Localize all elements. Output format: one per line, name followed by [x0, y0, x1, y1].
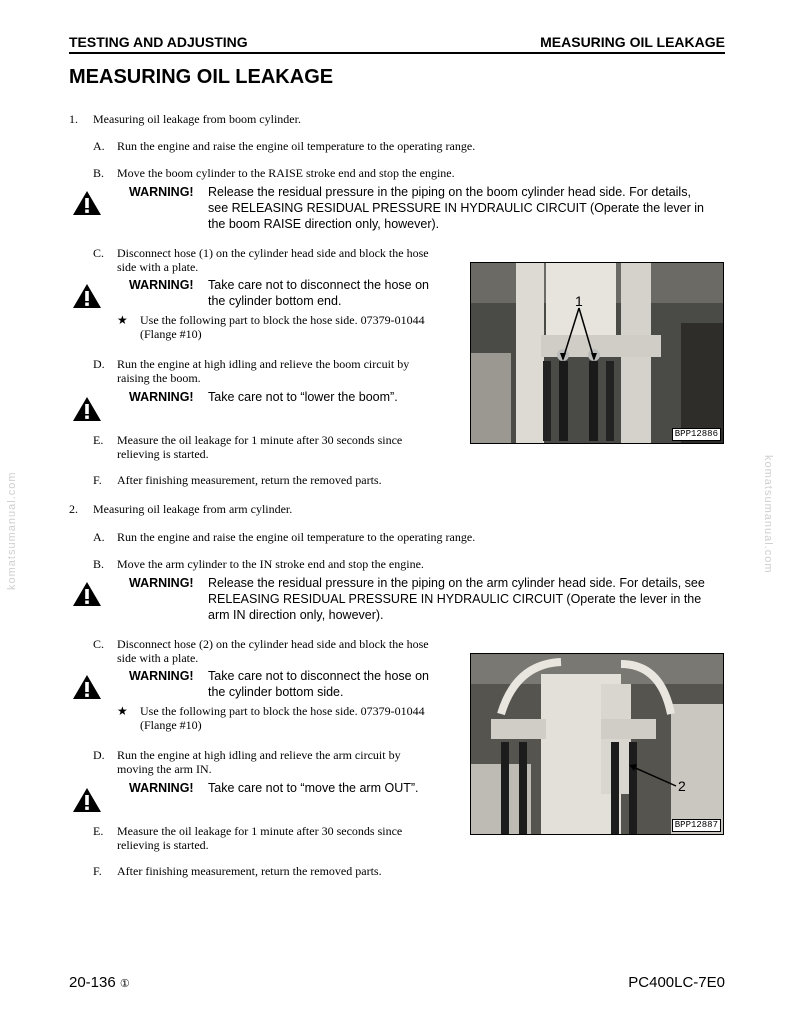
warning-6-text: Take care not to “move the arm OUT”. [208, 781, 419, 795]
step-2b-text: Move the arm cylinder to the IN stroke end and stop the engine. [117, 557, 424, 571]
note-2-text: Use the following part to block the hose side. 07379-01044 (Flange #10) [140, 704, 425, 732]
step-1e-letter: E. [93, 433, 104, 447]
warning-1-text: Release the residual pressure in the piping on the boom cylinder head side. For details, see RELEASING RESIDUAL PRESSURE IN HYDRAULIC CIRCUIT (Operate the lever in the boom RAISE direction only, however). [208, 185, 704, 231]
warning-1-label: WARNING! [129, 185, 194, 199]
page-title: MEASURING OIL LEAKAGE [69, 66, 334, 88]
warning-5-label: WARNING! [129, 669, 194, 683]
step-2c-text: Disconnect hose (2) on the cylinder head side and block the hose side with a plate. [117, 637, 429, 665]
callout-1: 1 [575, 293, 583, 309]
step-2f-text: After finishing measurement, return the removed parts. [117, 864, 382, 878]
warning-3-text: Take care not to “lower the boom”. [208, 390, 398, 404]
warning-5-text: Take care not to disconnect the hose on the cylinder bottom side. [208, 669, 429, 699]
model-code: PC400LC-7E0 [628, 974, 725, 991]
step-1e-text: Measure the oil leakage for 1 minute after 30 seconds since relieving is started. [117, 433, 403, 461]
step-2d-text: Run the engine at high idling and relieve the arm circuit by moving the arm IN. [117, 748, 401, 776]
step-2a-letter: A. [93, 530, 105, 544]
boom-cylinder-illustration [471, 263, 723, 443]
warning-6-label: WARNING! [129, 781, 194, 795]
warning-triangle-icon [72, 581, 102, 607]
step-1a-letter: A. [93, 139, 105, 153]
page-number: 20-136 ① [69, 974, 130, 991]
warning-2-label: WARNING! [129, 278, 194, 292]
step-2e-letter: E. [93, 824, 104, 838]
header-rule [69, 52, 725, 54]
arm-cylinder-illustration [471, 654, 723, 834]
revision-mark: ① [119, 978, 130, 990]
step-2b-letter: B. [93, 557, 105, 571]
section-1-heading: Measuring oil leakage from boom cylinder. [93, 112, 301, 126]
warning-3-label: WARNING! [129, 390, 194, 404]
step-1f-letter: F. [93, 473, 102, 487]
boom-cylinder-photo [470, 262, 724, 444]
step-1c-text: Disconnect hose (1) on the cylinder head side and block the hose side with a plate. [117, 246, 429, 274]
step-2d-letter: D. [93, 748, 105, 762]
step-1d-letter: D. [93, 357, 105, 371]
note-1-text: Use the following part to block the hose side. 07379-01044 (Flange #10) [140, 313, 425, 341]
warning-4-label: WARNING! [129, 576, 194, 590]
arm-cylinder-photo [470, 653, 724, 835]
warning-triangle-icon [72, 190, 102, 216]
step-1c-letter: C. [93, 246, 105, 260]
header-left: TESTING AND ADJUSTING [69, 34, 248, 50]
step-2f-letter: F. [93, 864, 102, 878]
warning-2-text: Take care not to disconnect the hose on the cylinder bottom end. [208, 278, 429, 308]
step-1a-text: Run the engine and raise the engine oil temperature to the operating range. [117, 139, 476, 153]
warning-triangle-icon [72, 396, 102, 422]
photo-1-code: BPP12886 [672, 428, 721, 441]
photo-2-code: BPP12887 [672, 819, 721, 832]
step-2e-text: Measure the oil leakage for 1 minute after 30 seconds since relieving is started. [117, 824, 403, 852]
watermark-right: komatsumanual.com [762, 455, 774, 574]
watermark-left: komatsumanual.com [6, 471, 18, 590]
section-2-number: 2. [69, 502, 78, 516]
step-1d-text: Run the engine at high idling and relieve the boom circuit by raising the boom. [117, 357, 410, 385]
callout-2: 2 [678, 778, 686, 794]
warning-4-text: Release the residual pressure in the piping on the arm cylinder head side. For details, see RELEASING RESIDUAL PRESSURE IN HYDRAULIC CIRCUIT (Operate the lever in the arm IN direction only, however). [208, 576, 705, 622]
warning-triangle-icon [72, 283, 102, 309]
step-1b-text: Move the boom cylinder to the RAISE stroke end and stop the engine. [117, 166, 455, 180]
warning-triangle-icon [72, 674, 102, 700]
header-right: MEASURING OIL LEAKAGE [540, 34, 725, 50]
step-1f-text: After finishing measurement, return the removed parts. [117, 473, 382, 487]
star-bullet: ★ [117, 313, 128, 327]
section-2-heading: Measuring oil leakage from arm cylinder. [93, 502, 293, 516]
step-2c-letter: C. [93, 637, 105, 651]
step-1b-letter: B. [93, 166, 105, 180]
step-2a-text: Run the engine and raise the engine oil temperature to the operating range. [117, 530, 476, 544]
star-bullet: ★ [117, 704, 128, 718]
section-1-number: 1. [69, 112, 78, 126]
warning-triangle-icon [72, 787, 102, 813]
